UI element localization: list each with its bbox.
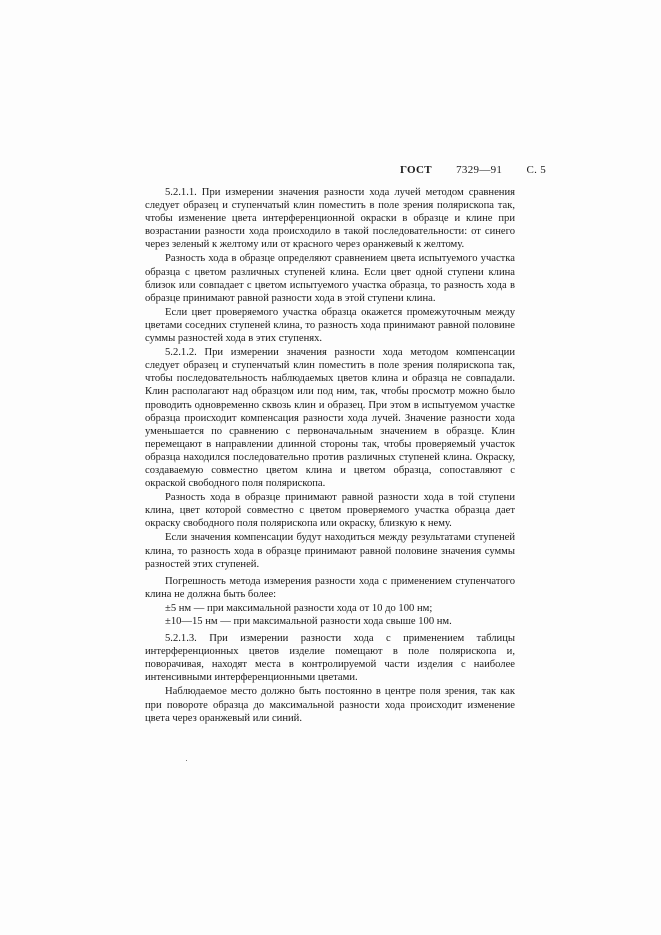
scan-speck xyxy=(186,760,187,761)
paragraph: Наблюдаемое место должно быть постоянно в центре поля зрения, так как при повороте образца до максимальной разности хода происходит изменение цвета через оранжевый или синий. xyxy=(145,686,515,724)
paragraph-accuracy: Погрешность метода измерения разности хода с применением ступенчатого клина не должна быть более: xyxy=(145,575,515,600)
standard-number: 7329—91 xyxy=(456,164,503,176)
accuracy-item-1: ±5 нм — при максимальной разности хода от 10 до 100 нм; xyxy=(165,602,433,614)
paragraph-5-2-1-2: 5.2.1.2. При измерении значения разности хода методом компенсации следует образец и ступенчатый клин поместить в поле зрения полярископа так, чтобы последовательность наблюдаемых цветов клина и образца не совпадали. Клин располагают над образцом или под ним, так, чтобы просмотр можно было проводить одновременно сквозь клин и образец. При этом в испытуемом участке образца происходит компенсация разности хода лучей. Значение разности хода уменьшается по сравнению с первоначальным значением в образце. Клин перемещают в направлении длинной стороны так, чтобы проверяемый участок образца находился последовательно против различных ступеней клина. Окраску, создаваемую совместно цветом клина и цветом образца, сопоставляют с окраской свободного поля полярископа. xyxy=(145,347,515,490)
standard-label: ГОСТ xyxy=(400,164,432,176)
page-number: С. 5 xyxy=(526,164,546,176)
paragraph-5-2-1-1: 5.2.1.1. При измерении значения разности хода лучей методом сравнения следует образец и ступенчатый клин поместить в поле зрения полярископа так, чтобы изменение цвета интерференционной окраски в образце и клине при возрастании разности хода происходило в такой последовательности: от синего через зеленый к желтому или от красного через оранжевый к желтому. xyxy=(145,187,515,251)
accuracy-item-2: ±10—15 нм — при максимальной разности хода свыше 100 нм. xyxy=(165,616,452,627)
paragraph: Если цвет проверяемого участка образца окажется промежуточным между цветами соседних ступеней клина, то разность хода принимают равной половине суммы разностей хода в этих ступенях. xyxy=(145,306,515,345)
paragraph: Разность хода в образце определяют сравнением цвета испытуемого участка образца с цветом различных ступеней клина. Если цвет одной ступени клина близок или совпадает с цветом испытуемого участка образца, то разность хода в образце принимают равной разности хода в этой ступени клина. xyxy=(145,253,515,304)
paragraph: Разность хода в образце принимают равной разности хода в той ступени клина, цвет которой совместно с цветом проверяемого участка образца дает окраску свободного поля полярископа или окраску, близкую к нему. xyxy=(145,492,515,530)
document-body xyxy=(145,186,515,726)
paragraph: Если значения компенсации будут находиться между результатами ступеней клина, то разность хода в образце принимают равной половине значения суммы разностей этих ступеней. xyxy=(145,532,515,570)
page-header xyxy=(400,164,546,176)
paragraph-5-2-1-3: 5.2.1.3. При измерении разности хода с применением таблицы интерференционных цветов изделие помещают в поле полярископа и, поворачивая, находят места в контролируемой части изделия с наиболее интенсивными интерференционными цветами. xyxy=(145,633,515,684)
